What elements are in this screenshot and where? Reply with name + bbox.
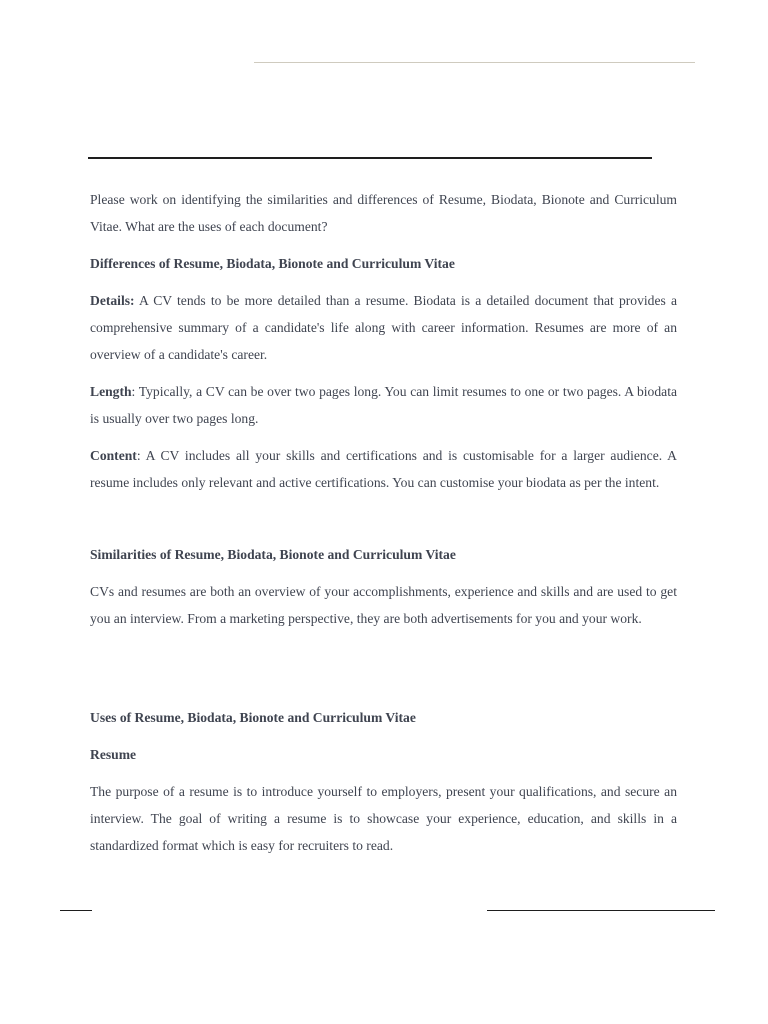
- length-label: Length: [90, 384, 132, 399]
- similarities-paragraph: CVs and resumes are both an overview of your accomplishments, experience and skills and are used to get you an interview. From a marketing perspective, they are both advertisements for you and your work.: [90, 584, 677, 626]
- content-text: : A CV includes all your skills and certifications and is customisable for a larger audience. A resume includes only relevant and active certifications. You can customise your biodata as per the intent.: [90, 448, 677, 490]
- footer-rule-right: [487, 910, 715, 911]
- resume-paragraph: The purpose of a resume is to introduce yourself to employers, present your qualifications, and secure an interview. The goal of writing a resume is to showcase your experience, education, and skills in a standardized format which is easy for recruiters to read.: [90, 784, 677, 853]
- uses-heading: Uses of Resume, Biodata, Bionote and Curriculum Vitae: [90, 710, 416, 725]
- details-text: A CV tends to be more detailed than a resume. Biodata is a detailed document that provides a comprehensive summary of a candidate's life along with career information. Resumes are more of an overview of a candidate's career.: [90, 293, 677, 362]
- content-label: Content: [90, 448, 137, 463]
- section-spacer: [90, 632, 677, 704]
- resume-subheading: Resume: [90, 747, 137, 762]
- header-rule: [254, 62, 695, 63]
- similarities-heading: Similarities of Resume, Biodata, Bionote and Curriculum Vitae: [90, 547, 456, 562]
- differences-heading: Differences of Resume, Biodata, Bionote and Curriculum Vitae: [90, 256, 455, 271]
- document-body: [90, 186, 677, 859]
- content-paragraph: [90, 442, 677, 496]
- details-label: Details:: [90, 293, 135, 308]
- length-text: : Typically, a CV can be over two pages long. You can limit resumes to one or two pages. A biodata is usually over two pages long.: [90, 384, 677, 426]
- footer-rule-left: [60, 910, 92, 911]
- title-rule: [88, 157, 652, 159]
- details-paragraph: [90, 287, 677, 368]
- section-spacer: [90, 496, 677, 541]
- intro-paragraph: Please work on identifying the similarities and differences of Resume, Biodata, Bionote and Curriculum Vitae. What are the uses of each document?: [90, 192, 677, 234]
- length-paragraph: [90, 378, 677, 432]
